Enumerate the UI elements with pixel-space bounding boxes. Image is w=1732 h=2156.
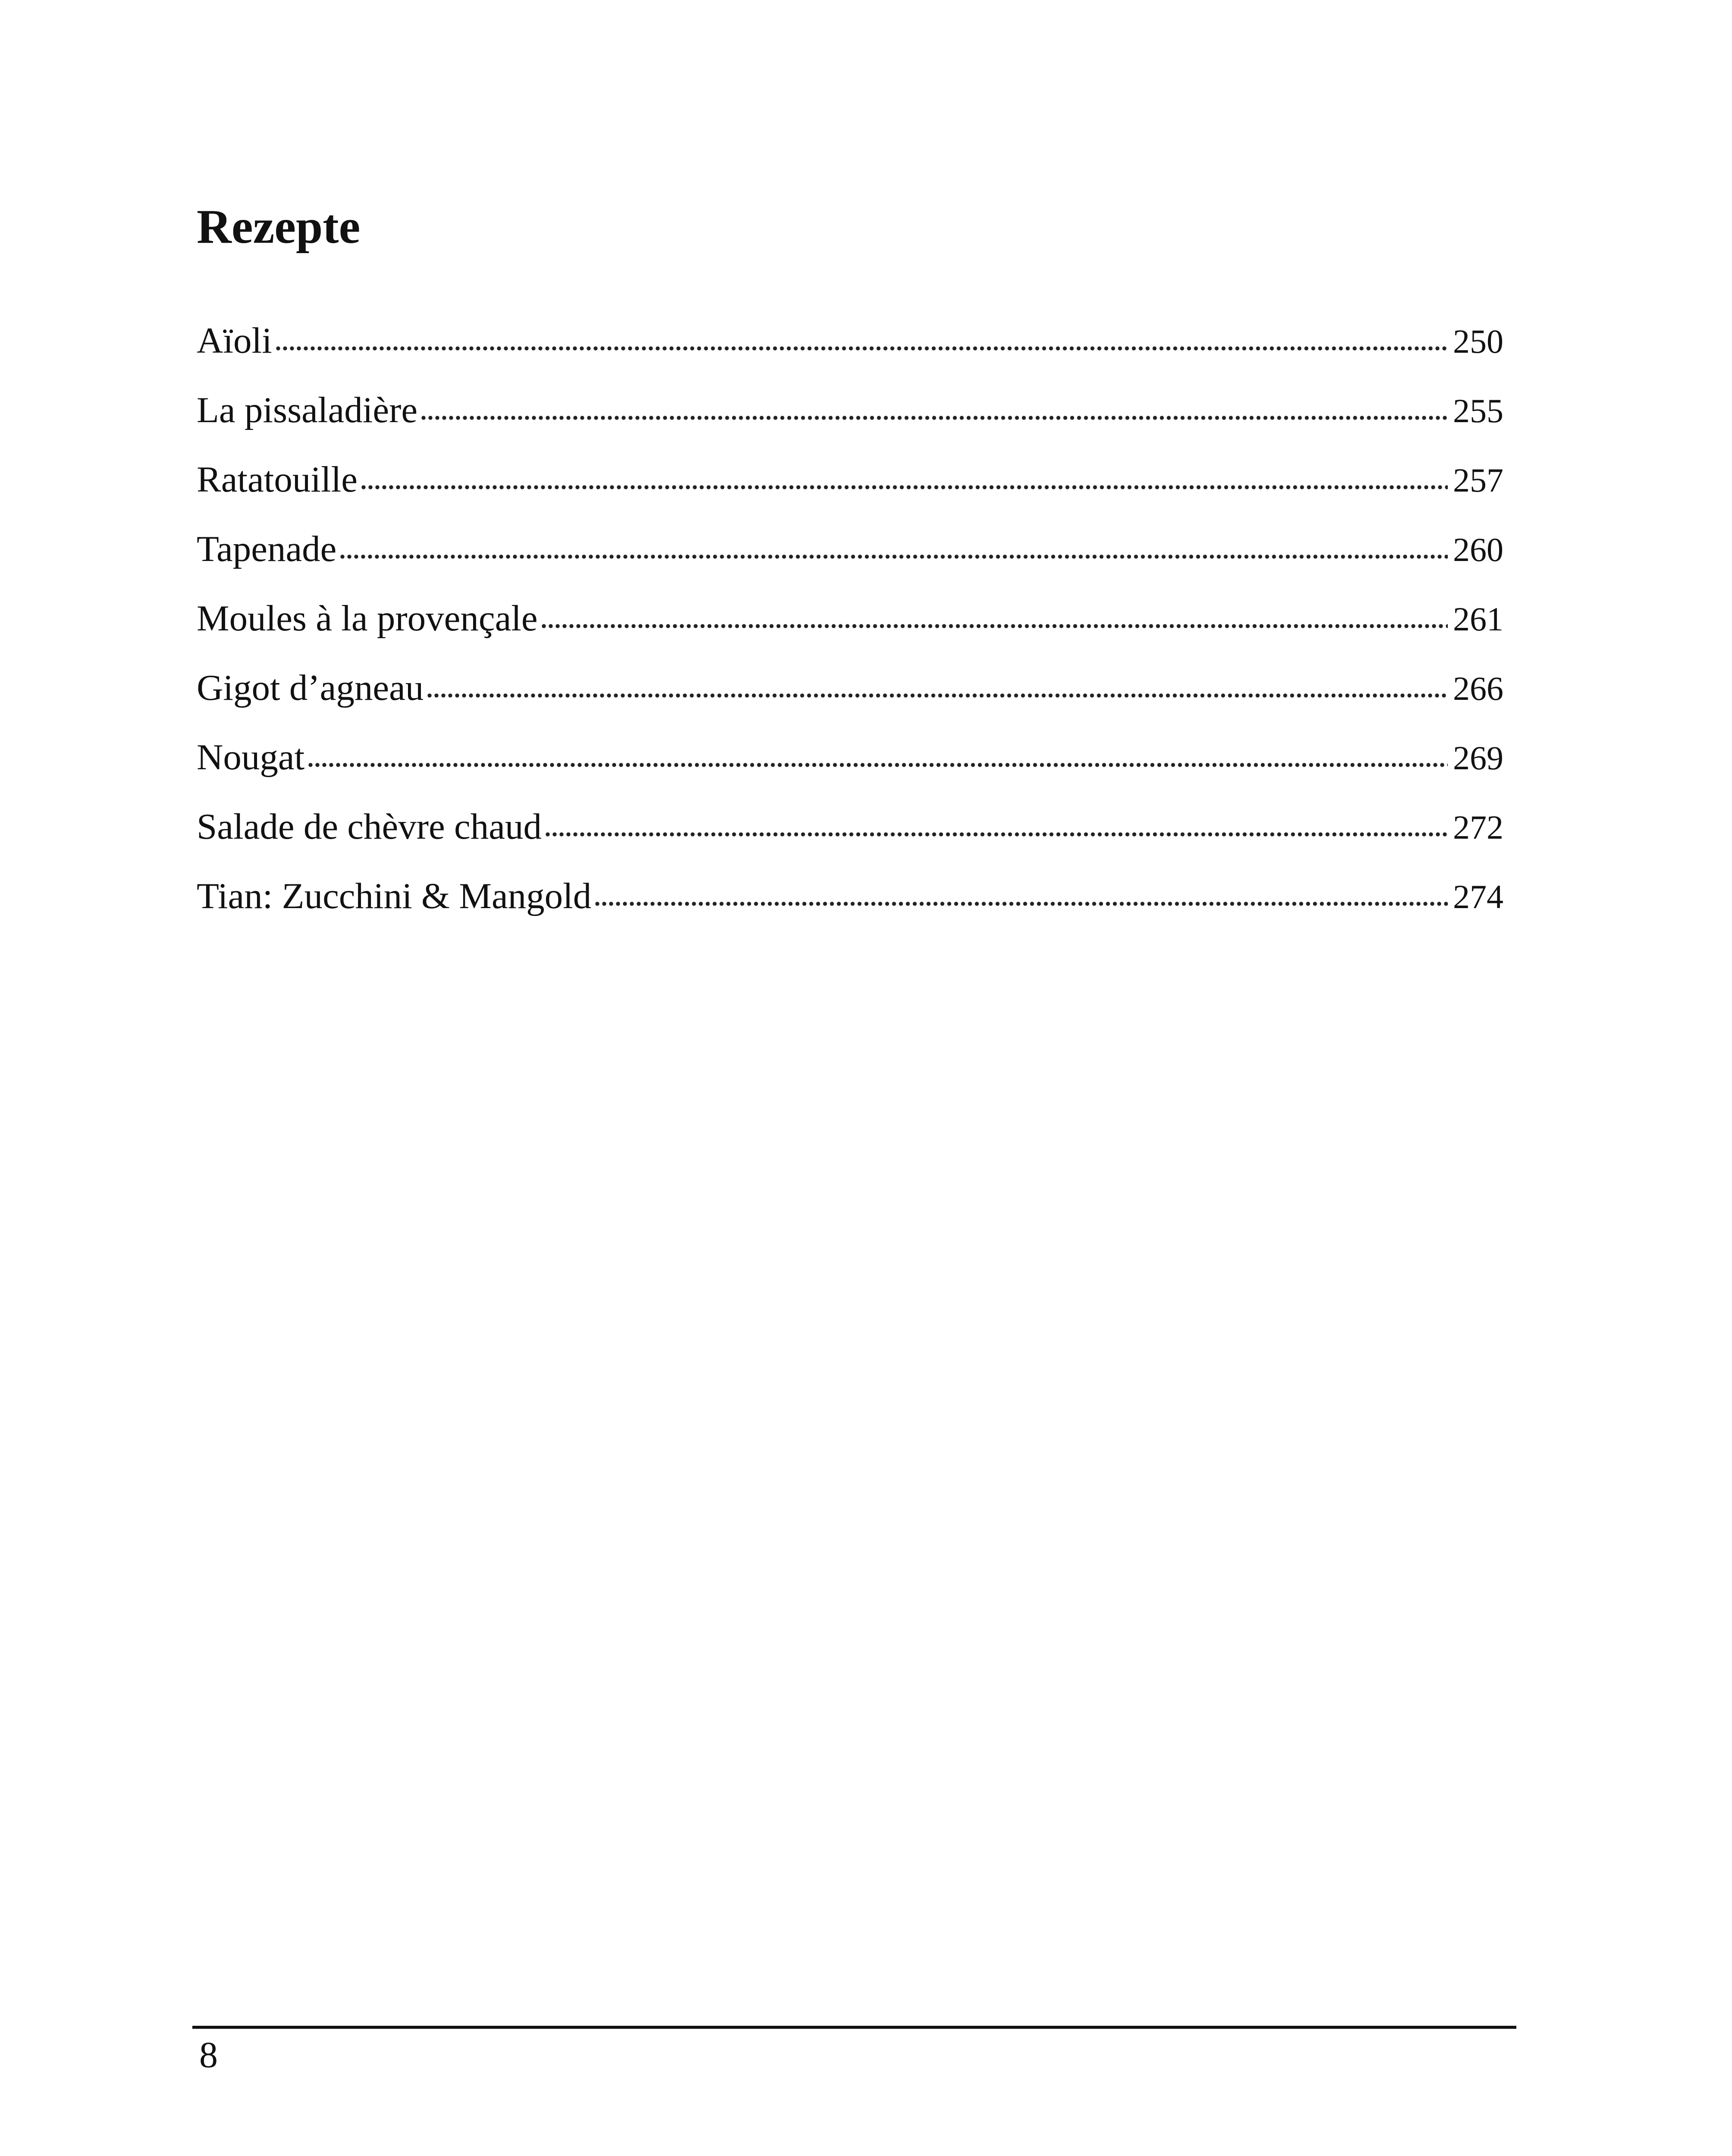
toc-entry-tian-zucchini-mangold <box>197 878 1503 947</box>
toc-entry-page-number: 250 <box>1453 323 1503 360</box>
toc-entry-title: Ratatouille <box>197 459 358 500</box>
toc-entry-page-number: 274 <box>1453 878 1503 915</box>
toc-entry-moules-a-la-provencale <box>197 600 1503 670</box>
toc-entry-la-pissaladiere <box>197 392 1503 461</box>
dot-leader <box>360 483 1448 491</box>
toc-entry-page-number: 266 <box>1453 670 1503 707</box>
dot-leader <box>339 552 1448 560</box>
dot-leader <box>420 414 1448 421</box>
toc-entry-gigot-dagneau <box>197 667 1503 739</box>
page-number: 8 <box>199 2034 218 2075</box>
dot-leader <box>594 899 1448 907</box>
toc-entry-page-number: 257 <box>1453 461 1503 499</box>
toc-entry-page-number: 272 <box>1453 808 1503 846</box>
toc-entry-title: Salade de chèvre chaud <box>197 806 542 847</box>
dot-leader <box>275 344 1448 352</box>
toc-entry-page-number: 261 <box>1453 600 1503 638</box>
section-title: Rezepte <box>197 200 361 254</box>
table-of-contents <box>197 320 1503 947</box>
toc-entry-page-number: 260 <box>1453 531 1503 568</box>
footer-rule <box>192 2026 1516 2029</box>
toc-entry-title: Tian: Zucchini & Mangold <box>197 876 592 916</box>
dot-leader <box>307 761 1448 768</box>
dot-leader <box>426 691 1448 699</box>
toc-entry-title: Gigot d’agneau <box>197 667 424 708</box>
toc-entry-nougat <box>197 739 1503 808</box>
toc-entry-title: La pissaladière <box>197 390 418 430</box>
toc-entry-page-number: 255 <box>1453 392 1503 429</box>
toc-entry-salade-de-chevre-chaud <box>197 808 1503 878</box>
toc-entry-page-number: 269 <box>1453 739 1503 777</box>
toc-entry-title: Aïoli <box>197 320 272 361</box>
toc-entry-aioli <box>197 320 1503 392</box>
dot-leader <box>540 622 1448 630</box>
toc-entry-ratatouille <box>197 461 1503 531</box>
dot-leader <box>544 830 1448 838</box>
toc-entry-title: Nougat <box>197 737 305 777</box>
toc-entry-tapenade <box>197 531 1503 600</box>
toc-entry-title: Moules à la provençale <box>197 598 538 639</box>
toc-entry-title: Tapenade <box>197 529 337 569</box>
